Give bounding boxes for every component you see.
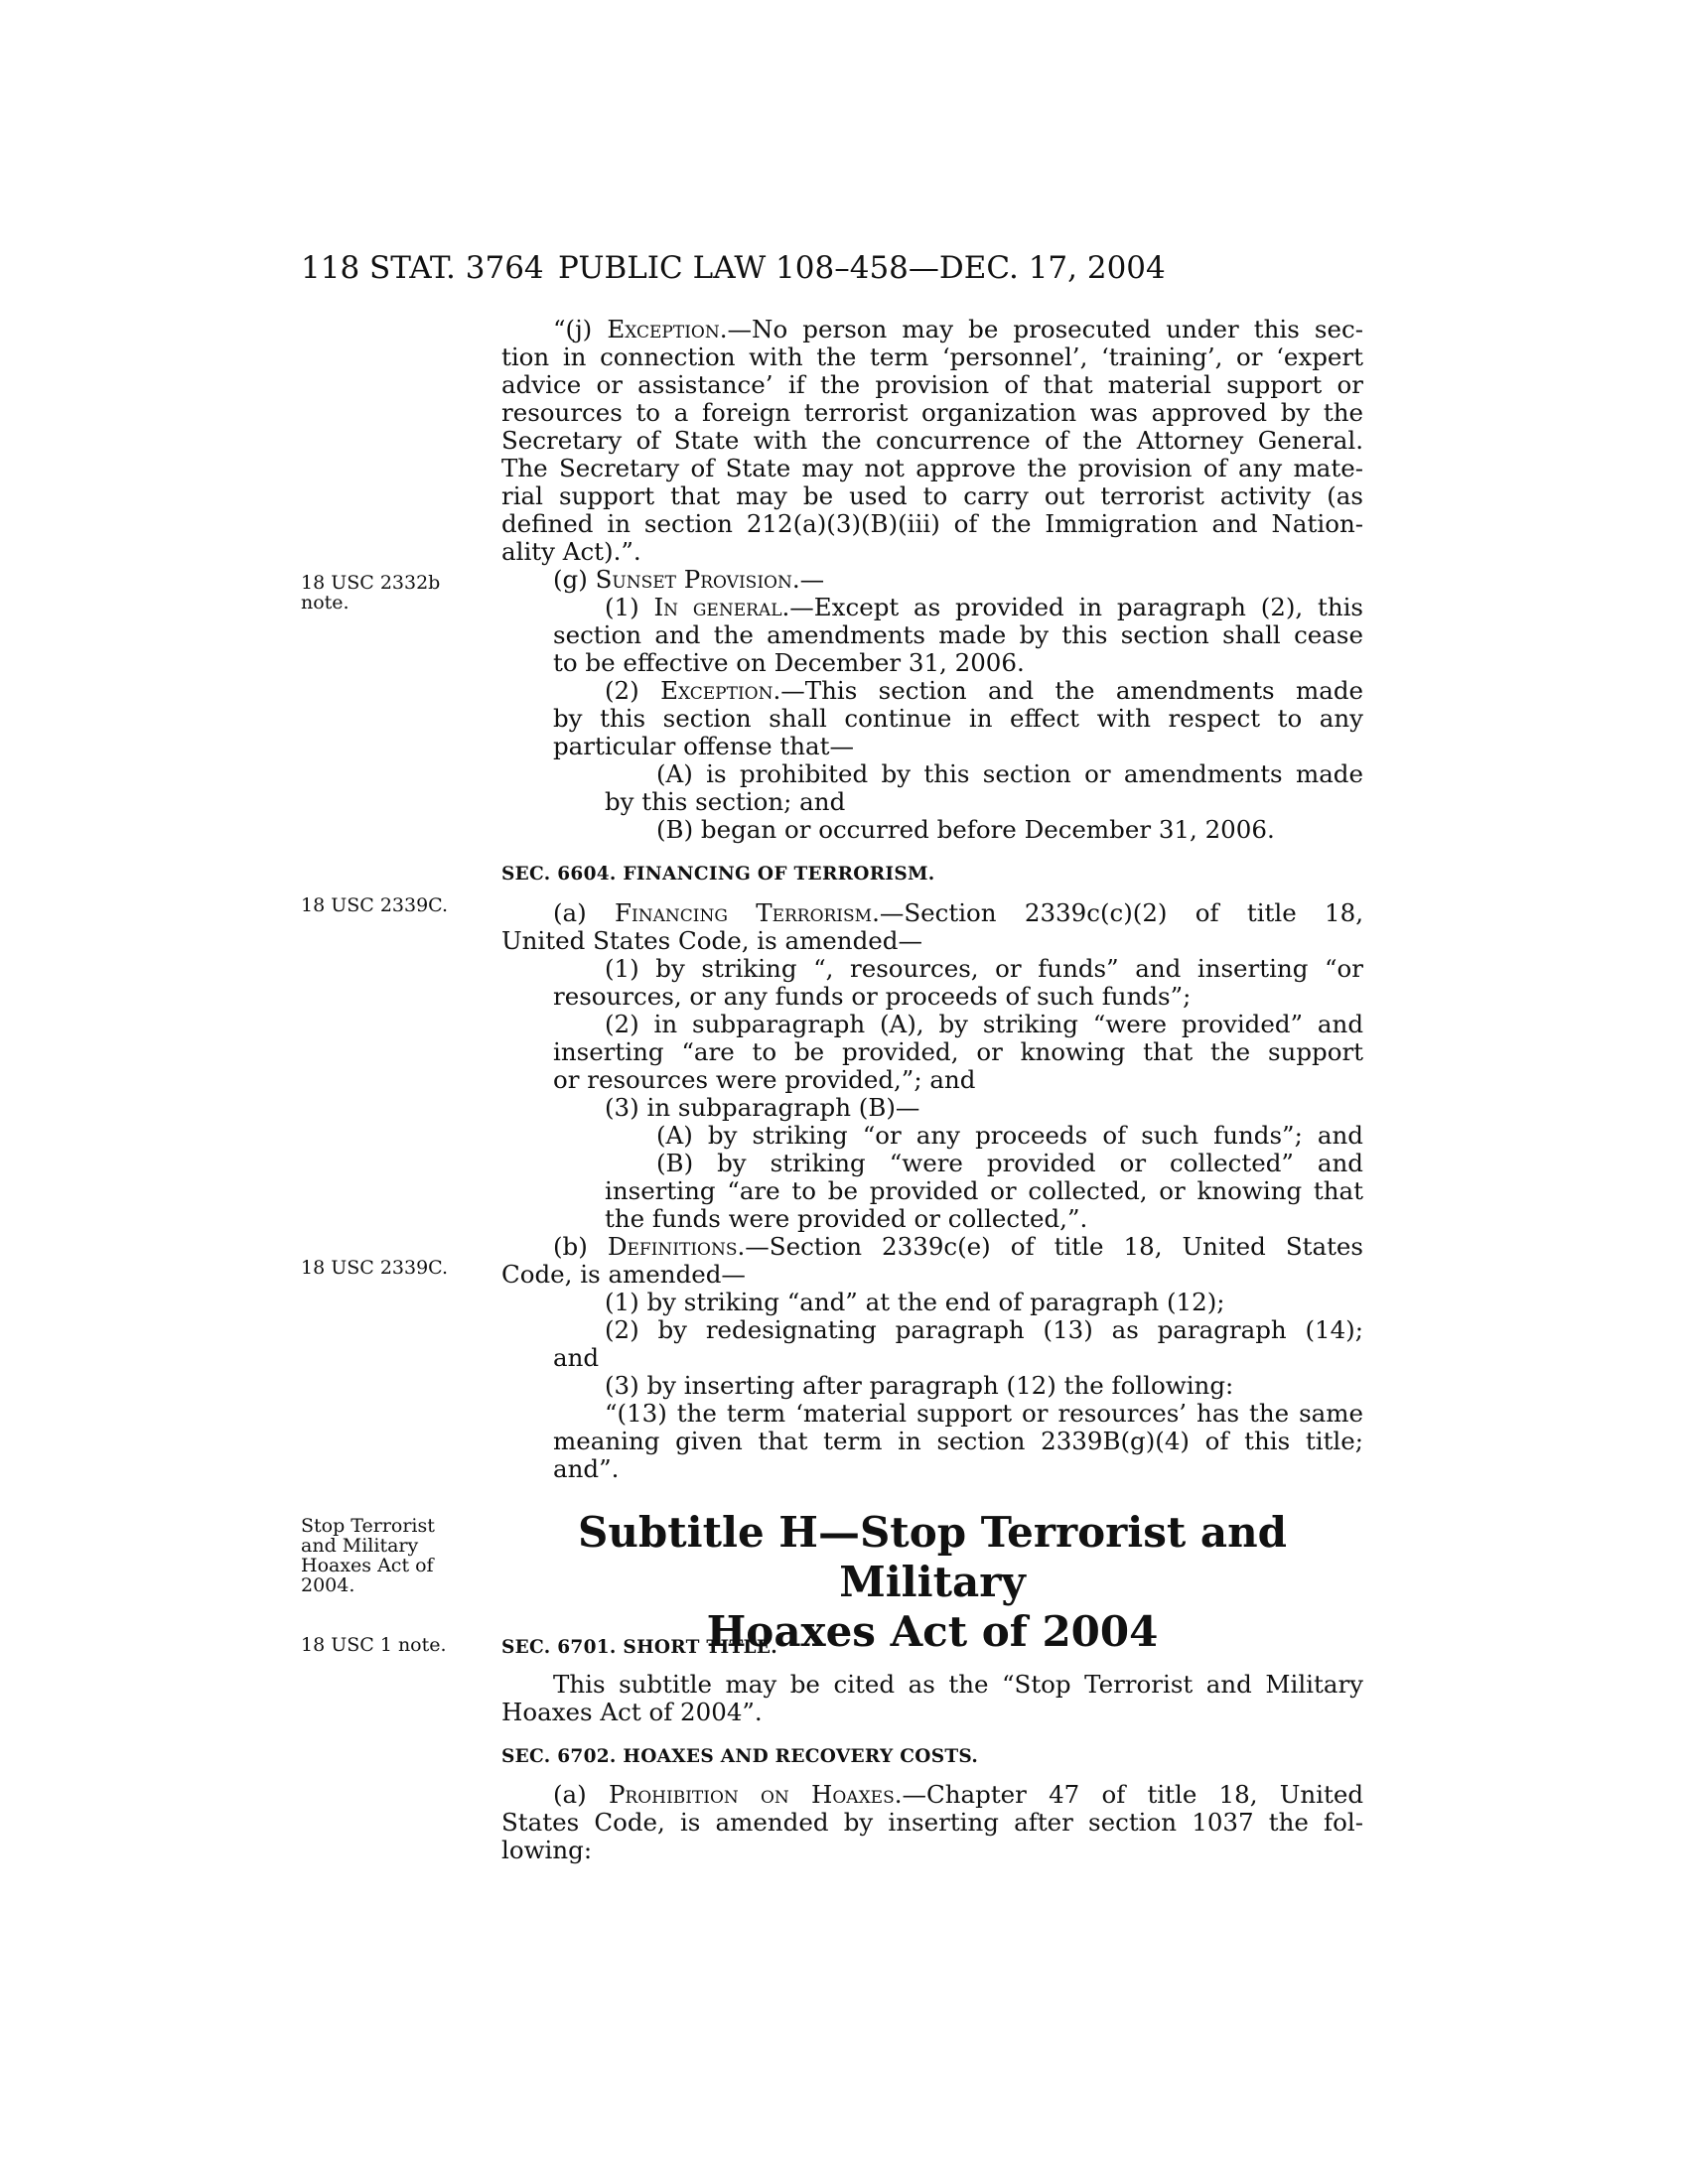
text-line: Code, is amended— <box>501 1260 746 1289</box>
margin-note-line: 18 USC 2332b <box>301 572 441 594</box>
text-line: tion in connection with the term ‘personnel’, ‘training’, or ‘expert <box>501 342 1363 371</box>
text-line: inserting “are to be provided, or knowing that the support <box>553 1037 1363 1066</box>
text-line: “(j) Exception.—No person may be prosecuted under this sec- <box>553 315 1363 343</box>
text-line: (1) by striking “, resources, or funds” and inserting “or <box>605 954 1363 983</box>
subtitle-h-heading <box>501 1508 1363 1657</box>
text-line: Secretary of State with the concurrence of the Attorney General. <box>501 426 1363 455</box>
paragraph-fb2 <box>553 1316 1363 1372</box>
text-line: (3) in subparagraph (B)— <box>605 1093 920 1122</box>
paragraph-fa1 <box>553 955 1363 1011</box>
text-line: (1) In general.—Except as provided in paragraph (2), this <box>605 593 1364 621</box>
margin-note-line: Stop Terrorist <box>301 1515 435 1537</box>
text-line: (B) began or occurred before December 31, 2006. <box>656 815 1275 844</box>
paragraph-gB <box>656 816 1275 844</box>
text-line: This subtitle may be cited as the “Stop Terrorist and Military <box>553 1670 1363 1699</box>
paragraph-hoaxes-a <box>501 1781 1363 1864</box>
text-line: by this section; and <box>605 787 846 816</box>
text-line: The Secretary of State may not approve the provision of any mate- <box>501 454 1363 482</box>
margin-note-line: note. <box>301 592 350 614</box>
subtitle-line: Hoaxes Act of 2004 <box>706 1607 1159 1656</box>
text-line: resources to a foreign terrorist organization was approved by the <box>501 398 1363 427</box>
paragraph-fb13 <box>553 1400 1363 1483</box>
text-line: States Code, is amended by inserting after section 1037 the fol- <box>501 1808 1363 1837</box>
margin-note-short-title <box>301 1516 450 1595</box>
margin-note-line: 18 USC 2339C. <box>301 1257 449 1279</box>
margin-note-line: 2004. <box>301 1574 355 1596</box>
text-line: (2) by redesignating paragraph (13) as paragraph (14); <box>605 1315 1363 1344</box>
paragraph-g1 <box>553 594 1363 677</box>
paragraph-fb1 <box>605 1289 1225 1316</box>
section-heading-6604: SEC. 6604. FINANCING OF TERRORISM. <box>501 864 935 885</box>
text-line: rial support that may be used to carry out terrorist activity (as <box>501 481 1363 510</box>
text-line: section and the amendments made by this section shall cease <box>553 620 1363 649</box>
paragraph-fa2 <box>553 1011 1363 1094</box>
text-line: and”. <box>553 1454 620 1483</box>
text-line: “(13) the term ‘material support or resources’ has the same <box>605 1399 1363 1428</box>
paragraph-fa3 <box>605 1094 919 1122</box>
paragraph-fa <box>501 899 1363 955</box>
text-line: (b) Definitions.—Section 2339c(e) of title 18, United States <box>553 1232 1363 1261</box>
paragraph-j-exception <box>501 316 1363 566</box>
text-line: (B) by striking “were provided or collected” and <box>656 1149 1363 1177</box>
margin-note-1-note <box>301 1635 450 1655</box>
heading-g-sunset: (g) Sunset Provision.— <box>553 565 825 594</box>
text-line: (A) is prohibited by this section or amendments made <box>656 759 1363 788</box>
text-line: advice or assistance’ if the provision of that material support or <box>501 370 1363 399</box>
text-line: or resources were provided,”; and <box>553 1065 976 1094</box>
text-line: (a) Prohibition on Hoaxes.—Chapter 47 of title 18, United <box>553 1780 1364 1809</box>
margin-note-line: Hoaxes Act of <box>301 1555 434 1576</box>
paragraph-fb <box>501 1233 1363 1289</box>
margin-note-line: 18 USC 2339C. <box>301 894 449 916</box>
text-line: inserting “are to be provided or collected, or knowing that <box>605 1176 1363 1205</box>
margin-note-line: and Military <box>301 1535 419 1557</box>
text-line: (2) in subparagraph (A), by striking “were provided” and <box>605 1010 1363 1038</box>
margin-note-2339c-a <box>301 895 450 915</box>
text-line: the funds were provided or collected,”. <box>605 1204 1088 1233</box>
text-line: meaning given that term in section 2339B(g)(4) of this title; <box>553 1427 1363 1455</box>
text-line: by this section shall continue in effect with respect to any <box>553 704 1363 733</box>
page-stat-citation: 118 STAT. 3764 <box>301 250 544 286</box>
page-law-header: PUBLIC LAW 108–458—DEC. 17, 2004 <box>558 250 1166 286</box>
paragraph-gA <box>605 760 1363 816</box>
text-line: to be effective on December 31, 2006. <box>553 648 1025 677</box>
text-line: (1) by striking “and” at the end of paragraph (12); <box>605 1288 1225 1316</box>
text-line: (A) by striking “or any proceeds of such funds”; and <box>656 1121 1363 1150</box>
text-line: particular offense that— <box>553 732 854 760</box>
text-line: (a) Financing Terrorism.—Section 2339c(c)(2) of title 18, <box>553 898 1363 927</box>
text-line: ality Act).”. <box>501 537 641 566</box>
text-line: United States Code, is amended— <box>501 926 922 955</box>
paragraph-g2 <box>553 677 1363 760</box>
paragraph-short-title <box>501 1671 1363 1726</box>
text-line: lowing: <box>501 1836 593 1864</box>
text-line: and <box>553 1343 600 1372</box>
margin-note-2332b <box>301 573 450 613</box>
section-heading-6702: SEC. 6702. HOAXES AND RECOVERY COSTS. <box>501 1746 979 1767</box>
margin-note-2339c-b <box>301 1258 450 1278</box>
subtitle-line: Subtitle H—Stop Terrorist and Military <box>578 1508 1287 1606</box>
margin-note-line: 18 USC 1 note. <box>301 1634 447 1656</box>
text-line: (2) Exception.—This section and the amendments made <box>605 676 1363 705</box>
section-heading-6701: SEC. 6701. SHORT TITLE. <box>501 1637 777 1658</box>
text-line: (3) by inserting after paragraph (12) the following: <box>605 1371 1234 1400</box>
paragraph-fa3A <box>656 1122 1363 1150</box>
paragraph-fa3B <box>605 1150 1363 1233</box>
text-line: resources, or any funds or proceeds of such funds”; <box>553 982 1192 1011</box>
text-line: Hoaxes Act of 2004”. <box>501 1698 763 1726</box>
text-line: defined in section 212(a)(3)(B)(iii) of the Immigration and Nation- <box>501 509 1363 538</box>
paragraph-fb3 <box>605 1372 1233 1400</box>
